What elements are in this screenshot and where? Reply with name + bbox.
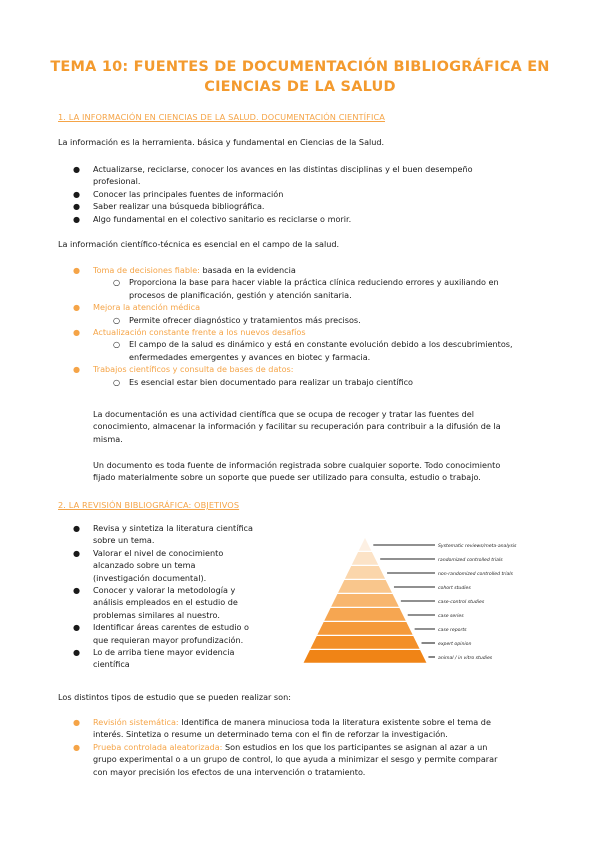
title-line-1: TEMA 10: FUENTES DE DOCUMENTACIÓN BIBLIOGRÁFICA EN	[50, 59, 550, 75]
list-item-text: sobre un tema.	[93, 535, 155, 546]
list-item	[73, 264, 553, 276]
list-item-text: análisis empleados en el estudio de	[93, 597, 238, 608]
pyramid-level	[359, 538, 372, 551]
study-type-label: Revisión sistemática:	[93, 717, 179, 727]
sub-item-text: Proporciona la base para hacer viable la práctica clínica reduciendo errores y auxiliando en	[129, 277, 499, 288]
benefit-label: Mejora la atención médica	[93, 302, 201, 313]
bullet-icon: ●	[73, 265, 81, 275]
documentation-paragraph	[93, 408, 548, 445]
pyramid-level	[331, 594, 399, 607]
list-item-text: Actualizarse, reciclarse, conocer los avances en las distintas disciplinas y el buen desempeño	[93, 164, 473, 174]
bullet-icon: ●	[73, 302, 81, 313]
pyramid-level	[324, 608, 405, 621]
section-2-heading: 2. LA REVISIÓN BIBLIOGRÁFICA: OBJETIVOS	[58, 500, 240, 510]
study-type-text: con mayor precisión los efectos de una intervención o tratamiento.	[93, 766, 366, 777]
bullet-icon: ●	[73, 585, 81, 596]
list-item-text: profesional.	[93, 176, 141, 187]
study-types-intro: Los distintos tipos de estudio que se pueden realizar son:	[58, 692, 291, 702]
paragraph-line: conocimiento, almacenar la información y facilitar su recuperación para contribuir a la difusión de la	[93, 421, 501, 432]
intro-paragraph: La información es la herramienta. básica y fundamental en Ciencias de la Salud.	[58, 137, 385, 147]
bullet-icon: ●	[73, 622, 81, 633]
document-paragraph	[93, 459, 553, 484]
pyramid-label: expert opinion	[438, 642, 472, 647]
study-type-text: interés. Sintetiza o resume un determinado tema con el fin de reforzar la investigación.	[93, 729, 448, 740]
list-item-text: (investigación documental).	[93, 572, 207, 583]
pyramid-label: animal / in vitro studies	[438, 656, 493, 661]
bullet-icon: ●	[73, 741, 81, 752]
bullet-list-1	[73, 163, 548, 225]
list-item-text: científica	[93, 659, 130, 670]
bullet-icon: ●	[73, 164, 81, 174]
list-item	[73, 621, 268, 646]
list-item-text: Algo fundamental en el colectivo sanitario es reciclarse o morir.	[93, 213, 352, 224]
bullet-icon: ●	[73, 364, 81, 375]
list-item	[73, 188, 548, 200]
list-item-text: Conocer y valorar la metodología y	[93, 585, 236, 596]
circle-bullet-icon: ○	[113, 314, 121, 325]
circle-bullet-icon: ○	[113, 339, 121, 350]
sub-item-text: El campo de la salud es dinámico y está en constante evolución debido a los descubrimientos,	[129, 339, 513, 350]
list-item	[73, 741, 545, 778]
circle-bullet-icon: ○	[113, 376, 121, 387]
bullet-icon: ●	[73, 327, 81, 338]
list-item-text: que requieran mayor profundización.	[93, 634, 244, 645]
bullet-icon: ●	[73, 213, 81, 224]
evidence-pyramid	[295, 530, 555, 680]
pyramid-label: case reports	[438, 628, 467, 633]
sub-item-text: Permite ofrecer diagnóstico y tratamientos más precisos.	[129, 314, 361, 325]
pyramid-label: case-control studies	[438, 600, 485, 605]
title-line-2: CIENCIAS DE LA SALUD	[204, 79, 396, 95]
study-type-label: Prueba controlada aleatorizada:	[93, 741, 223, 752]
list-item	[73, 326, 553, 338]
list-item	[73, 716, 545, 741]
paragraph-line: fijado materialmente sobre un soporte que puede ser utilizado para consulta, estudio o trabajo.	[93, 472, 481, 483]
list-item	[73, 363, 553, 375]
list-item-text: Identificar áreas carentes de estudio o	[93, 622, 249, 633]
sub-list-item	[93, 376, 553, 388]
paragraph-line: La documentación es una actividad científica que se ocupa de recoger y tratar las fuentes del	[93, 409, 475, 419]
benefit-label: Toma de decisiones fiable:	[93, 265, 200, 275]
list-item-text: Conocer las principales fuentes de información	[93, 188, 284, 199]
list-item-text-part: alcanzado sobre un tema	[93, 560, 196, 571]
sub-item-text: enfermedades emergentes y avances en biotec y farmacia.	[129, 351, 371, 362]
pyramid-label: non-randomized controlled trials	[438, 572, 513, 577]
section-1-heading: 1. LA INFORMACIÓN EN CIENCIAS DE LA SALUD. DOCUMENTACIÓN CIENTÍFICA	[58, 112, 386, 122]
list-item	[73, 646, 268, 671]
pyramid-label: Systematic reviews/meta-analysis	[438, 544, 517, 549]
pyramid-level	[317, 622, 412, 635]
paragraph-line: misma.	[93, 433, 123, 444]
page-title	[40, 57, 560, 97]
bullet-icon: ●	[73, 647, 81, 658]
sub-list-item	[93, 314, 553, 326]
pyramid-label: case series	[438, 614, 464, 619]
study-type-text: Identifica de manera minuciosa toda la literatura existente sobre el tema de	[178, 717, 491, 727]
list-item-text: Saber realizar una búsqueda bibliográfica.	[93, 201, 265, 212]
list-item-text: Lo de arriba tiene mayor evidencia	[93, 647, 235, 658]
sub-item-text: procesos de planificación, gestión y atención sanitaria.	[129, 289, 352, 300]
pyramid-level	[338, 580, 392, 593]
benefit-label: Trabajos científicos y consulta de bases de datos:	[93, 364, 294, 375]
study-type-text: Son estudios en los que los participantes se asignan al azar a un	[222, 741, 488, 752]
list-item	[73, 584, 268, 621]
study-type-text: grupo experimental o a un grupo de control, lo que ayuda a minimizar el sesgo y permite comparar	[93, 754, 498, 765]
list-item-text	[93, 559, 265, 571]
scitech-paragraph: La información científico-técnica es esencial en el campo de la salud.	[58, 239, 340, 249]
bullet-icon: ●	[73, 201, 81, 212]
bullet-icon: ●	[73, 523, 81, 533]
pyramid-level	[304, 650, 427, 663]
pyramid-level	[352, 552, 378, 565]
bullet-icon: ●	[73, 188, 81, 199]
objectives-list	[73, 522, 268, 671]
benefits-list	[73, 264, 553, 388]
list-item	[73, 163, 548, 188]
list-item-text: Valorar el nivel de conocimiento	[93, 547, 224, 558]
list-item	[73, 200, 548, 212]
list-item	[73, 301, 553, 313]
pyramid-level	[310, 636, 419, 649]
pyramid-label: cohort studies	[438, 586, 471, 591]
list-item-text: problemas similares al nuestro.	[93, 609, 220, 620]
list-item-text: Revisa y sintetiza la literatura científica	[93, 523, 253, 533]
circle-bullet-icon: ○	[113, 277, 121, 288]
study-types-list	[73, 716, 545, 778]
list-item	[73, 213, 548, 225]
bullet-icon: ●	[73, 717, 81, 727]
list-item	[73, 547, 268, 584]
pyramid-label: randomized controlled trials	[438, 558, 503, 563]
bullet-icon: ●	[73, 547, 81, 558]
paragraph-line: Un documento es toda fuente de información registrada sobre cualquier soporte. Todo conocimiento	[93, 460, 501, 470]
benefit-text: basada en la evidencia	[199, 265, 296, 275]
list-item	[73, 522, 268, 547]
sub-list-item	[93, 338, 553, 363]
sub-item-text: Es esencial estar bien documentado para realizar un trabajo científico	[129, 376, 413, 387]
pyramid-level	[345, 566, 385, 579]
sub-list-item	[93, 276, 553, 301]
benefit-label: Actualización constante frente a los nuevos desafíos	[93, 327, 306, 338]
